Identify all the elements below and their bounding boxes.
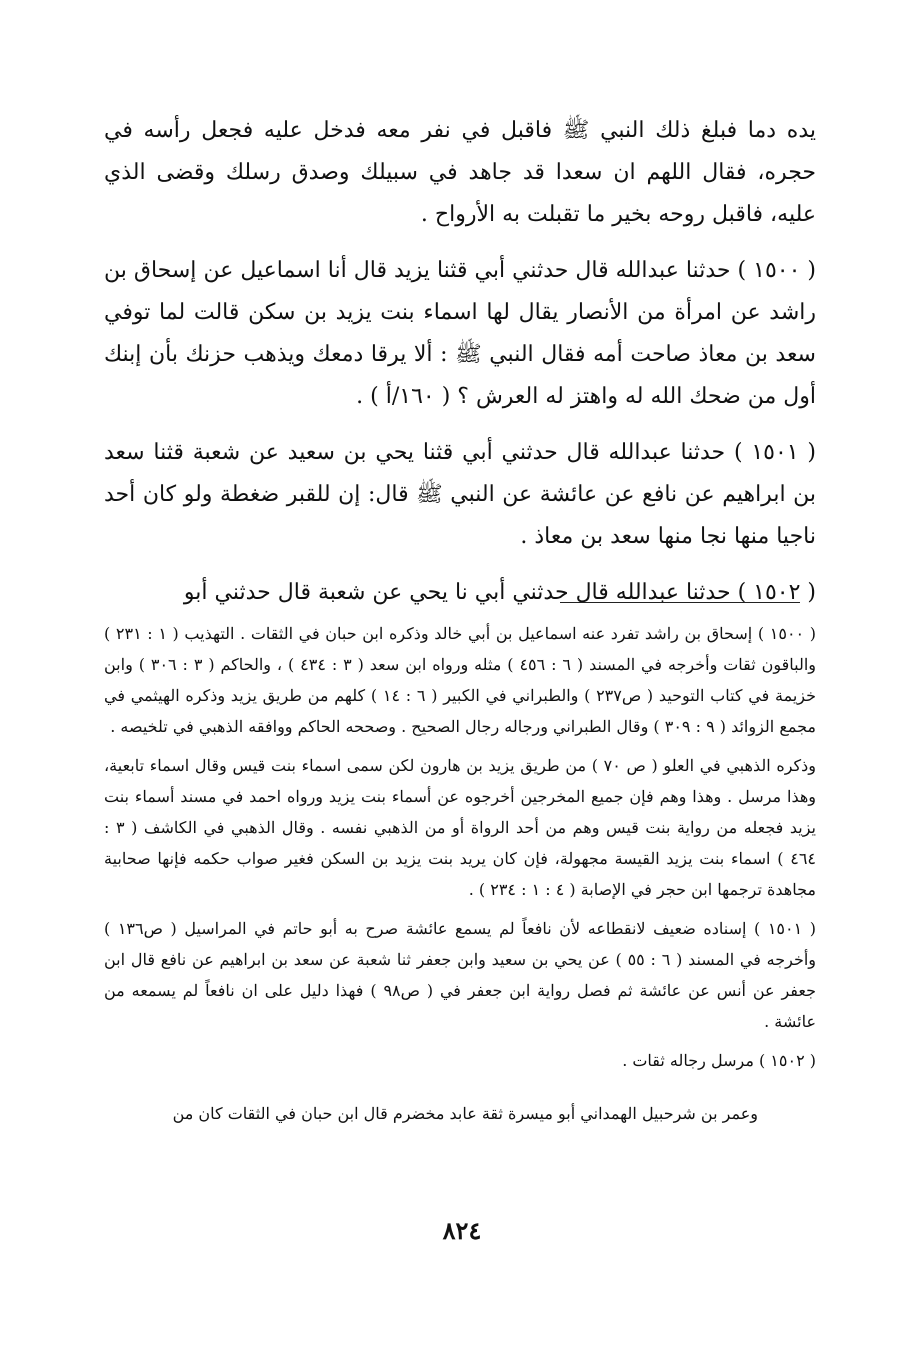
footnote-1500-continued: وذكره الذهبي في العلو ( ص ٧٠ ) من طريق يزيد بن هارون لكن سمى اسماء بنت قيس وقال اسماء تابعية، وهذا مرسل . وهذا وهم فإن جميع المخرجين أخرجوه عن أسماء بنت يزيد ورواه احمد في مسند أسماء بنت يزيد فجعله من رواية بنت قيس وهم من أحد الرواة أو من الذهبي نفسه . وقال الذهبي في الكاشف ( ٣ : ٤٦٤ ) اسماء بنت يزيد القيسة مجهولة، فإن كان يريد بنت يزيد بن السكن فغير صواب حكمه فإنها صحابية مجاهدة ترجمها ابن حجر في الإصابة ( ٤ : ١ : ٢٣٤ ) . bbox=[104, 756, 817, 899]
page-number: ٨٢٤ bbox=[442, 1216, 482, 1245]
footnotes bbox=[104, 618, 816, 1137]
hadith-1502: ( ١٥٠٢ ) حدثنا عبدالله قال حدثني أبي نا يحي عن شعبة قال حدثني أبو bbox=[183, 580, 816, 605]
footnote-separator bbox=[560, 602, 800, 603]
hadith-1500: ( ١٥٠٠ ) حدثنا عبدالله قال حدثني أبي قثنا يزيد قال أنا اسماعيل عن إسحاق بن راشد عن امرأة من الأنصار يقال لها اسماء بنت يزيد بن سكن قالت لما توفي سعد بن معاذ صاحت أمه فقال النبي ﷺ : ألا يرقا دمعك ويذهب حزنك بأن إبنك أول من ضحك الله له واهتز له العرش ؟ ( ١٦٠/أ ) . bbox=[104, 258, 817, 409]
footnote-1502: ( ١٥٠٢ ) مرسل رجاله ثقات . bbox=[622, 1051, 816, 1070]
hadith-1501: ( ١٥٠١ ) حدثنا عبدالله قال حدثني أبي قثنا يحي بن سعيد عن شعبة قثنا سعد بن ابراهيم عن نافع عن عائشة عن النبي ﷺ قال: إن للقبر ضغطة ولو كان أحد ناجيا منها نجا منها سعد بن معاذ . bbox=[104, 440, 816, 549]
footnote-trailing-line: وعمر بن شرحبيل الهمداني أبو ميسرة ثقة عابد مخضرم قال ابن حبان في الثقات كان من bbox=[172, 1104, 758, 1123]
main-text bbox=[104, 110, 816, 628]
footnote-1501: ( ١٥٠١ ) إسناده ضعيف لانقطاعه لأن نافعاً لم يسمع عائشة صرح به أبو حاتم في المراسيل ( ص١٣٦ ) وأخرجه في المسند ( ٦ : ٥٥ ) عن يحي بن سعيد وابن جعفر ثنا شعبة عن سعد بن ابراهيم عن نافع قال ابن جعفر عن أنس عن عائشة ثم فصل رواية ابن جعفر في ( ص٩٨ ) فهذا دليل على ان نافعاً لم يسمعه من عائشة . bbox=[104, 919, 817, 1031]
footnote-1500: ( ١٥٠٠ ) إسحاق بن راشد تفرد عنه اسماعيل بن أبي خالد وذكره ابن حبان في الثقات . التهذيب ( ١ : ٢٣١ ) والباقون ثقات وأخرجه في المسند ( ٦ : ٤٥٦ ) مثله ورواه ابن سعد ( ٣ : ٤٣٤ ) ، والحاكم ( ٣ : ٣٠٦ ) وابن خزيمة في كتاب التوحيد ( ص٢٣٧ ) والطبراني في الكبير ( ٦ : ١٤ ) كلهم من طريق يزيد وذكره الهيثمي في مجمع الزوائد ( ٩ : ٣٠٩ ) وقال الطبراني ورجاله رجال الصحيح . وصححه الحاكم ووافقه الذهبي في تلخيصه . bbox=[104, 624, 817, 736]
paragraph-continuation: يده دما فبلغ ذلك النبي ﷺ فاقبل في نفر معه فدخل عليه فجعل رأسه في حجره، فقال اللهم ان سعدا قد جاهد في سبيلك وصدق رسلك وقضى الذي عليه، فاقبل روحه بخير ما تقبلت به الأرواح . bbox=[104, 118, 816, 227]
